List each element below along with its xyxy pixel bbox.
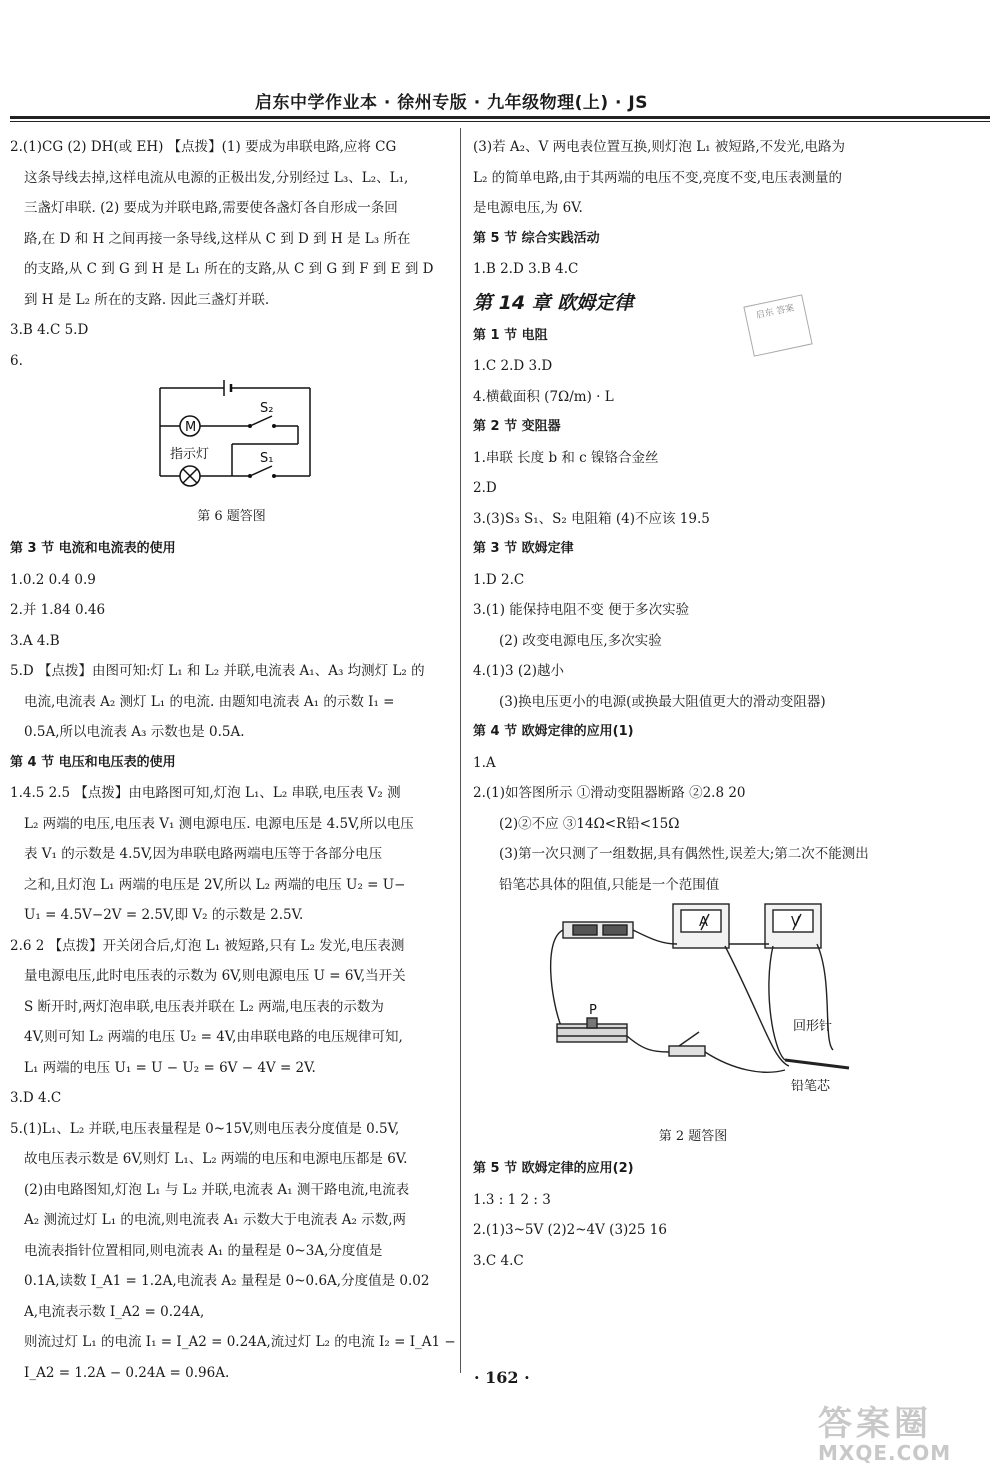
figure-2-circuit bbox=[473, 900, 913, 1120]
section-heading: 第 3 节 电流和电流表的使用 bbox=[10, 541, 176, 556]
figure-2-caption: 第 2 题答图 bbox=[658, 1129, 728, 1144]
text-line: (2) 改变电源电压,多次实验 bbox=[499, 632, 662, 649]
answer-line: 3.B 4.C 5.D bbox=[10, 322, 89, 338]
answer-line: 1.B 2.D 3.B 4.C bbox=[473, 261, 579, 277]
voltmeter-label: V bbox=[791, 915, 800, 930]
text-line: 之和,且灯泡 L₁ 两端的电压是 2V,所以 L₂ 两端的电压 U₂ = U− bbox=[24, 876, 406, 893]
corner-stamp: 启东 答案 bbox=[743, 294, 812, 356]
text-line: (3)换电压更小的电源(或换最大阻值更大的滑动变阻器) bbox=[499, 693, 826, 710]
circuit-diagram bbox=[10, 376, 453, 500]
apparatus-diagram bbox=[473, 900, 913, 1120]
section-heading: 第 5 节 综合实践活动 bbox=[473, 230, 600, 246]
section-heading: 第 2 节 变阻器 bbox=[473, 419, 561, 434]
text-line: L₁ 两端的电压 U₁ = U − U₂ = 6V − 4V = 2V. bbox=[24, 1059, 316, 1076]
answer-line: 3.D 4.C bbox=[10, 1090, 62, 1106]
text-line: U₁ = 4.5V−2V = 2.5V,即 V₂ 的示数是 2.5V. bbox=[24, 907, 304, 923]
text-line: 量电源电压,此时电压表的示数为 6V,则电源电压 U = 6V,当开关 bbox=[24, 968, 406, 984]
text-line: A₂ 测流过灯 L₁ 的电流,则电流表 A₁ 示数大于电流表 A₂ 示数,两 bbox=[24, 1212, 406, 1228]
answer-line: 1.A bbox=[473, 754, 496, 771]
text-line: I_A2 = 1.2A − 0.24A = 0.96A. bbox=[24, 1364, 230, 1381]
answer-line: 3.(3)S₃ S₁、S₂ 电阻箱 (4)不应该 19.5 bbox=[473, 510, 710, 527]
section-heading: 第 4 节 欧姆定律的应用(1) bbox=[473, 724, 634, 739]
watermark-url: MXQE.COM bbox=[818, 1441, 952, 1465]
header-rule-thick bbox=[10, 116, 990, 119]
ammeter-label: A bbox=[699, 915, 708, 930]
right-block-3 bbox=[473, 1154, 913, 1276]
answer-line: 1.C 2.D 3.D bbox=[473, 358, 553, 374]
switch-s2-label: S₂ bbox=[260, 401, 274, 416]
left-column bbox=[10, 132, 456, 1388]
text-line: 2.(1)CG (2) DH(或 EH) 【点拨】(1) 要成为串联电路,应将 CG bbox=[10, 139, 397, 155]
text-line: (2)②不应 ③14Ω<R铅<15Ω bbox=[499, 815, 680, 832]
header-rule-thin bbox=[10, 121, 990, 122]
chapter-title: 第 14 章 欧姆定律 bbox=[473, 291, 634, 314]
answer-line: 4.横截面积 (7Ω/m) · L bbox=[473, 388, 614, 405]
text-line: 铅笔芯具体的阻值,只能是一个范围值 bbox=[499, 876, 720, 893]
figure-6-caption: 第 6 题答图 bbox=[197, 509, 266, 524]
text-line: 的支路,从 C 到 G 到 H 是 L₁ 所在的支路,从 C 到 G 到 F 到 E 到 D bbox=[24, 261, 434, 277]
answer-line: 3.A 4.B bbox=[10, 632, 60, 649]
running-header: 启东中学作业本 · 徐州专版 · 九年级物理(上) · JS bbox=[255, 93, 648, 113]
answer-line: 4.(1)3 (2)越小 bbox=[473, 663, 565, 679]
text-line: (3)第一次只测了一组数据,具有偶然性,误差大;第二次不能测出 bbox=[499, 846, 869, 862]
text-line: S 断开时,两灯泡串联,电压表并联在 L₂ 两端,电压表的示数为 bbox=[24, 998, 384, 1015]
motor-label: M bbox=[185, 420, 197, 435]
text-line: 电流,电流表 A₂ 测灯 L₁ 的电流. 由题知电流表 A₁ 的示数 I₁ = bbox=[24, 693, 395, 710]
page-number: · 162 · bbox=[474, 1368, 530, 1387]
paperclip-label: 回形针 bbox=[793, 1019, 833, 1034]
answer-line: 3.(1) 能保持电阻不变 便于多次实验 bbox=[473, 602, 690, 618]
right-block-1 bbox=[473, 132, 913, 285]
text-line: 这条导线去掉,这样电流从电源的正极出发,分别经过 L₃、L₂、L₁, bbox=[24, 169, 409, 186]
left-block-1 bbox=[10, 132, 453, 376]
text-line: 4V,则可知 L₂ 两端的电压 U₂ = 4V,由串联电路的电压规律可知, bbox=[24, 1029, 403, 1045]
text-line: 故电压表示数是 6V,则灯 L₁、L₂ 两端的电压和电源电压都是 6V. bbox=[24, 1151, 408, 1167]
text-line: L₂ 的简单电路,由于其两端的电压不变,亮度不变,电压表测量的 bbox=[473, 169, 843, 186]
answer-line: 1.3 : 1 2 : 3 bbox=[473, 1191, 551, 1208]
text-line: 路,在 D 和 H 之间再接一条导线,这样从 C 到 D 到 H 是 L₃ 所在 bbox=[24, 230, 411, 247]
text-line: A,电流表示数 I_A2 = 0.24A, bbox=[24, 1303, 205, 1320]
text-line: L₂ 两端的电压,电压表 V₁ 测电源电压. 电源电压是 4.5V,所以电压 bbox=[24, 815, 414, 832]
answer-line: 2.(1)如答图所示 ①滑动变阻器断路 ②2.8 20 bbox=[473, 785, 746, 801]
answer-line: 2.(1)3~5V (2)2~4V (3)25 16 bbox=[473, 1222, 667, 1238]
right-column bbox=[473, 132, 913, 1276]
answer-line: 2.6 2 【点拨】开关闭合后,灯泡 L₁ 被短路,只有 L₂ 发光,电压表测 bbox=[10, 937, 405, 954]
section-heading: 第 4 节 电压和电压表的使用 bbox=[10, 754, 176, 770]
answer-line: 1.4.5 2.5 【点拨】由电路图可知,灯泡 L₁、L₂ 串联,电压表 V₂ 测 bbox=[10, 785, 401, 801]
text-line: 则流过灯 L₁ 的电流 I₁ = I_A2 = 0.24A,流过灯 L₂ 的电流 I₂ = I_A1 − bbox=[24, 1334, 456, 1350]
text-line: 到 H 是 L₂ 所在的支路. 因此三盏灯并联. bbox=[24, 291, 270, 308]
answer-line: 1.0.2 0.4 0.9 bbox=[10, 571, 96, 588]
section-heading: 第 1 节 电阻 bbox=[473, 327, 548, 343]
switch-s1-label: S₁ bbox=[260, 451, 274, 466]
section-heading: 第 3 节 欧姆定律 bbox=[473, 541, 574, 556]
text-line: 0.5A,所以电流表 A₃ 示数也是 0.5A. bbox=[24, 724, 245, 740]
answer-line: 1.串联 长度 b 和 c 镍铬合金丝 bbox=[473, 449, 659, 466]
answer-line: 2.并 1.84 0.46 bbox=[10, 602, 106, 618]
text-line: (2)由电路图知,灯泡 L₁ 与 L₂ 并联,电流表 A₁ 测干路电流,电流表 bbox=[24, 1181, 410, 1198]
text-line: 是电源电压,为 6V. bbox=[473, 200, 583, 216]
text-line: 表 V₁ 的示数是 4.5V,因为串联电路两端电压等于各部分电压 bbox=[24, 846, 383, 862]
text-line: 电流表指针位置相同,则电流表 A₁ 的量程是 0~3A,分度值是 bbox=[24, 1242, 383, 1259]
answer-line: 6. bbox=[10, 352, 23, 369]
section-heading: 第 5 节 欧姆定律的应用(2) bbox=[473, 1161, 634, 1176]
answer-line: 3.C 4.C bbox=[473, 1252, 524, 1269]
text-line: (3)若 A₂、V 两电表位置互换,则灯泡 L₁ 被短路,不发光,电路为 bbox=[473, 139, 845, 155]
lamp-label: 指示灯 bbox=[170, 447, 210, 462]
slider-p-label: P bbox=[589, 1003, 597, 1018]
pencil-lead-label: 铅笔芯 bbox=[791, 1079, 831, 1094]
text-line: 三盏灯串联. (2) 要成为并联电路,需要使各盏灯各自形成一条回 bbox=[24, 200, 398, 216]
answer-line: 5.(1)L₁、L₂ 并联,电压表量程是 0~15V,则电压表分度值是 0.5V, bbox=[10, 1120, 400, 1137]
answer-line: 2.D bbox=[473, 480, 497, 496]
column-divider bbox=[460, 128, 461, 1373]
right-block-2 bbox=[473, 321, 913, 901]
left-block-2 bbox=[10, 534, 456, 1388]
text-line: 0.1A,读数 I_A1 = 1.2A,电流表 A₂ 量程是 0~0.6A,分度值是 0.02 bbox=[24, 1273, 430, 1289]
site-watermark bbox=[818, 1396, 951, 1465]
watermark-logo-text: 答案圈 bbox=[818, 1404, 932, 1444]
answer-line: 5.D 【点拨】由图可知:灯 L₁ 和 L₂ 并联,电流表 A₁、A₃ 均测灯 L₂ 的 bbox=[10, 663, 425, 679]
figure-6-circuit bbox=[10, 376, 453, 500]
answer-line: 1.D 2.C bbox=[473, 571, 525, 588]
